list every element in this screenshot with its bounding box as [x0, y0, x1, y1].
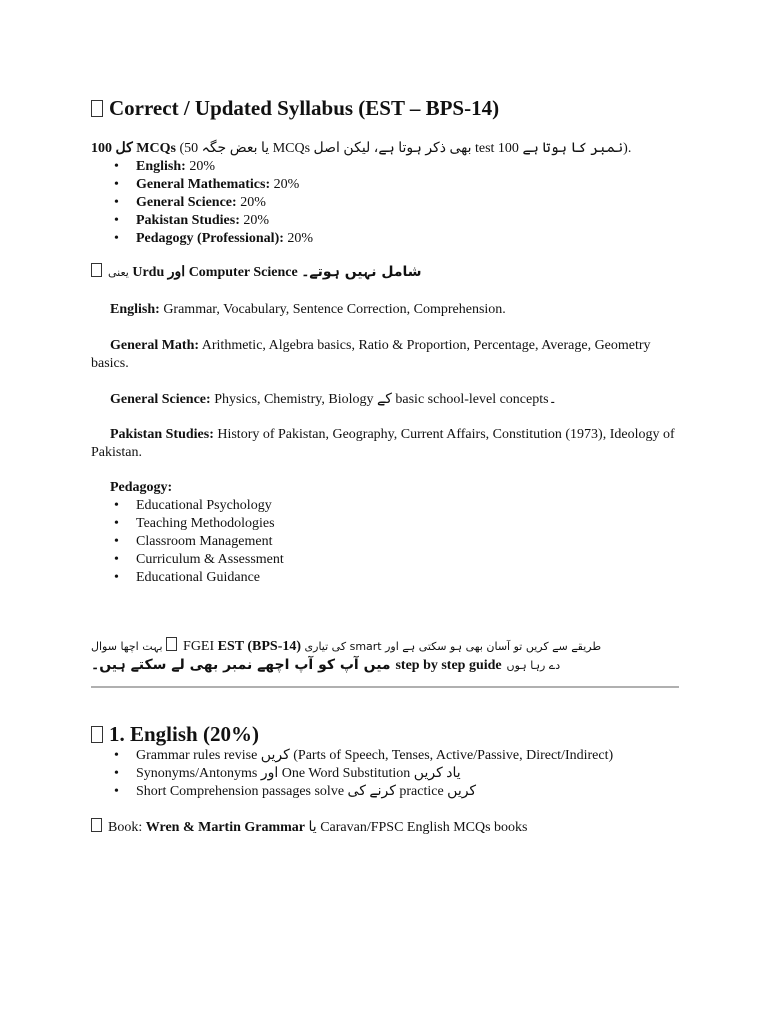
- detail-text: Arithmetic, Algebra basics, Ratio & Proportion, Percentage, Average, Geometry basics.: [91, 338, 651, 371]
- guide-exam-name: EST (BPS-14): [217, 639, 302, 654]
- page-title-text: Correct / Updated Syllabus (EST – BPS-14): [109, 96, 500, 120]
- detail-label: General Science:: [110, 392, 211, 407]
- horizontal-divider: [91, 686, 679, 688]
- list-item: • Grammar rules revise کریں (Parts of Speech, Tenses, Active/Passive, Direct/Indirect): [136, 747, 681, 765]
- book-title: Wren & Martin Grammar: [145, 820, 306, 835]
- guide-intro: [91, 637, 681, 675]
- guide-text: بہت اچھا سوال: [91, 640, 163, 653]
- weight-label: Pedagogy (Professional):: [136, 231, 284, 246]
- list-item: [136, 230, 681, 248]
- math-detail: [91, 337, 681, 373]
- list-item: • Curriculum & Assessment: [136, 551, 681, 569]
- science-detail: [91, 391, 681, 409]
- guide-text: smart: [349, 640, 382, 653]
- book-prefix: Book:: [108, 820, 143, 835]
- list-item: • Educational Guidance: [136, 569, 681, 587]
- missing-glyph-icon: [91, 818, 102, 832]
- weight-value: 20%: [273, 177, 300, 192]
- section-heading-english: [91, 721, 681, 747]
- guide-text: دے رہا ہوں: [506, 659, 561, 672]
- list-item: [136, 158, 681, 176]
- section-title: 1. English (20%): [109, 722, 259, 746]
- guide-text: طریقے سے کریں تو آسان بھی ہو سکتی ہے اور: [385, 640, 602, 653]
- book-recommendation: [91, 818, 681, 837]
- weight-label: English:: [136, 159, 186, 174]
- mcq-note: (50 یا بعض جگہ MCQs بھی ذکر ہوتا ہے، لیکن اصل test 100 نمبر کا ہوتا ہے).: [179, 141, 632, 156]
- missing-glyph-icon: [166, 637, 177, 651]
- guide-step-label: step by step guide: [395, 658, 502, 673]
- guide-text: کی تیاری: [304, 640, 347, 653]
- detail-label: English:: [110, 302, 160, 317]
- mcq-count: 100 کل MCQs: [91, 141, 176, 156]
- guide-text: آپ اچھے نمبر بھی لے سکتے ہیں۔: [91, 657, 314, 673]
- weight-label: General Science:: [136, 195, 237, 210]
- guide-line-2: [91, 656, 681, 675]
- guide-text: FGEI: [183, 639, 215, 654]
- list-item: • Educational Psychology: [136, 497, 681, 515]
- weight-label: General Mathematics:: [136, 177, 271, 192]
- missing-glyph-icon: [91, 100, 103, 117]
- detail-label: General Math:: [110, 338, 200, 353]
- detail-text: History of Pakistan, Geography, Current Affairs, Constitution (1973), Ideology of Pakistan.: [91, 427, 675, 460]
- list-item: [136, 212, 681, 230]
- weight-value: 20%: [243, 213, 270, 228]
- mcq-summary: [91, 140, 681, 158]
- page-title: [91, 95, 681, 121]
- list-item: [136, 194, 681, 212]
- detail-text: Physics, Chemistry, Biology کے basic school-level concepts۔: [214, 392, 557, 407]
- missing-glyph-icon: [91, 726, 103, 743]
- weight-value: 20%: [189, 159, 215, 174]
- weight-label: Pakistan Studies:: [136, 213, 240, 228]
- list-item: • Short Comprehension passages solve کرنے کی practice کریں: [136, 783, 681, 801]
- weight-value: 20%: [287, 231, 314, 246]
- excluded-subjects-note: [91, 263, 681, 282]
- pedagogy-list: [91, 497, 681, 587]
- list-item: • Classroom Management: [136, 533, 681, 551]
- guide-text: میں آپ کو: [318, 657, 391, 673]
- pakistan-studies-detail: [91, 426, 681, 462]
- english-tips-list: [91, 747, 681, 801]
- detail-label: Pedagogy:: [110, 480, 173, 495]
- book-alternatives: یا Caravan/FPSC English MCQs books: [308, 820, 528, 835]
- list-item: • Synonyms/Antonyms اور One Word Substitution یاد کریں: [136, 765, 681, 783]
- missing-glyph-icon: [91, 263, 102, 277]
- detail-label: Pakistan Studies:: [110, 427, 214, 442]
- list-item: [136, 176, 681, 194]
- note-prefix: یعنی: [108, 266, 129, 279]
- guide-line-1: [91, 637, 681, 656]
- pedagogy-heading: [91, 479, 681, 497]
- note-suffix: شامل نہیں ہوتے۔: [301, 264, 422, 280]
- english-detail: [91, 301, 681, 319]
- list-item: • Teaching Methodologies: [136, 515, 681, 533]
- detail-text: Grammar, Vocabulary, Sentence Correction, Comprehension.: [163, 302, 506, 317]
- document-content: [91, 95, 681, 851]
- weight-list: [91, 158, 681, 248]
- note-subjects: Urdu اور Computer Science: [132, 265, 298, 280]
- weight-value: 20%: [240, 195, 266, 210]
